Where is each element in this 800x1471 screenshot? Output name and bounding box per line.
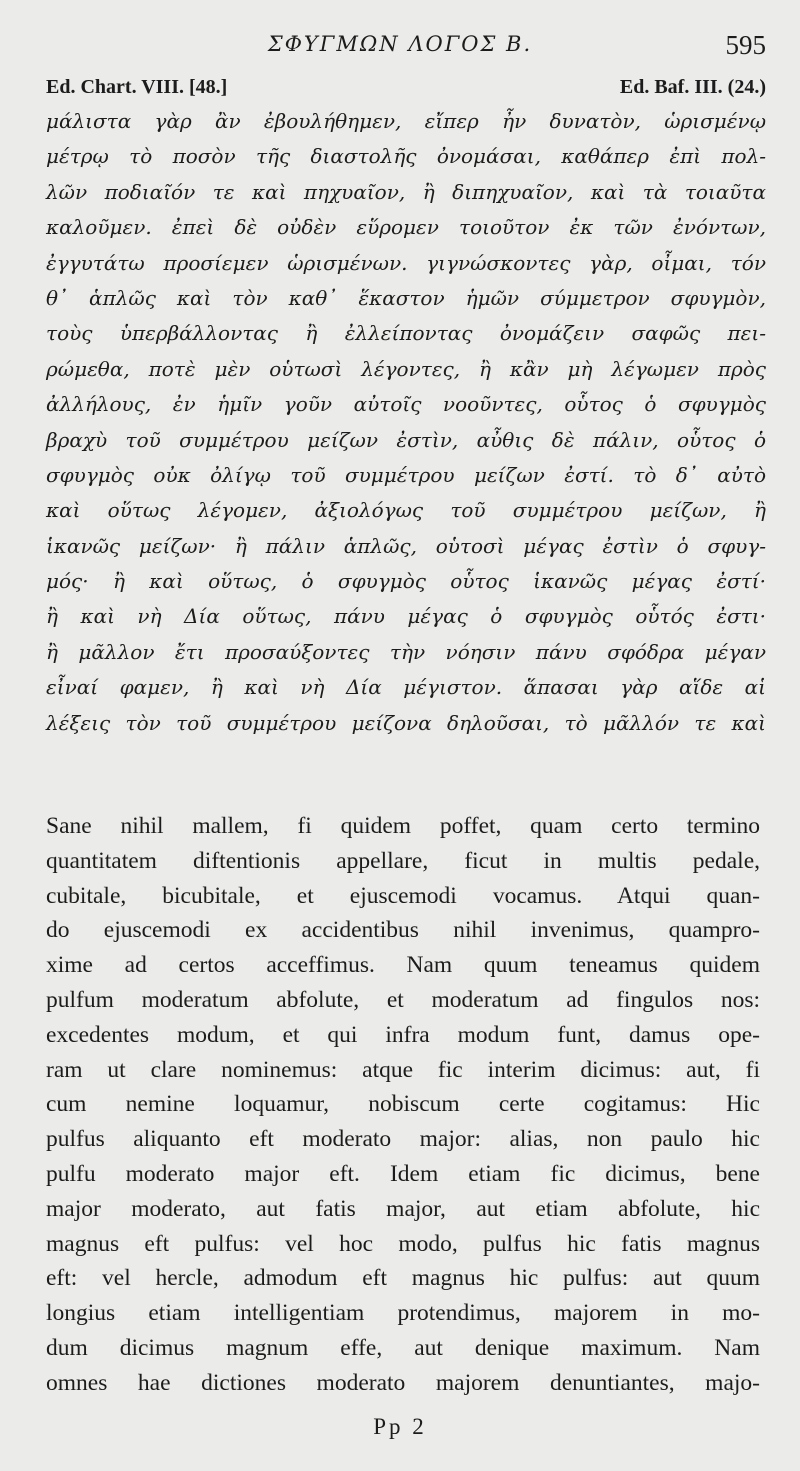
- latin-text-block: [46, 809, 760, 1401]
- greek-line: ἀλλήλους, ἐν ἡμῖν γοῦν αὐτοῖς νοοῦντες, οὗτος ὁ σφυγμὸς: [46, 392, 766, 417]
- latin-line: dum dicimus magnum effe, aut denique maximum. Nam: [46, 1334, 760, 1361]
- greek-line: τοὺς ὑπερβάλλοντας ἢ ἐλλείποντας ὀνομάζειν σαφῶς πει-: [46, 321, 766, 346]
- greek-line: μάλιστα γὰρ ἂν ἐβουλήθημεν, εἴπερ ἦν δυνατὸν, ὡρισμένῳ: [46, 109, 766, 133]
- latin-line: longius etiam intelligentiam protendimus, majorem in mo-: [46, 1300, 760, 1327]
- latin-line: magnus eft pulfus: vel hoc modo, pulfus hic fatis magnus: [46, 1230, 760, 1257]
- greek-line: μέτρῳ τὸ ποσὸν τῆς διαστολῆς ὀνομάσαι, καθάπερ ἐπὶ πολ-: [46, 144, 766, 169]
- latin-line: eft: vel hercle, admodum eft magnus hic pulfus: aut quum: [46, 1265, 760, 1292]
- latin-line: omnes hae dictiones moderato majorem denuntiantes, majo-: [46, 1369, 760, 1396]
- greek-line: ἱκανῶς μείζων· ἢ πάλιν ἁπλῶς, οὑτοσὶ μέγας ἐστὶν ὁ σφυγ-: [46, 533, 766, 558]
- greek-line: θ᾽ ἁπλῶς καὶ τὸν καθ᾽ ἕκαστον ἡμῶν σύμμετρον σφυγμὸν,: [46, 285, 766, 310]
- greek-line: καὶ οὕτως λέγομεν, ἀξιολόγως τοῦ συμμέτρου μείζων, ἢ: [46, 498, 766, 523]
- latin-line: xime ad certos acceffimus. Nam quum teneamus quidem: [46, 952, 760, 979]
- greek-line: εἶναί φαμεν, ἢ καὶ νὴ Δία μέγιστον. ἅπασαι γὰρ αἵδε αἱ: [46, 675, 766, 700]
- greek-line: σφυγμὸς οὐκ ὀλίγῳ τοῦ συμμέτρου μείζων ἐστί. τὸ δ᾽ αὐτὸ: [46, 462, 766, 487]
- greek-line: μός· ἢ καὶ οὕτως, ὁ σφυγμὸς οὗτος ἱκανῶς μέγας ἐστί·: [46, 569, 766, 594]
- latin-line: pulfu moderato major eft. Idem etiam fic dicimus, bene: [46, 1160, 760, 1187]
- latin-line: cubitale, bicubitale, et ejuscemodi vocamus. Atqui quan-: [46, 882, 760, 909]
- edition-references: [46, 76, 766, 106]
- greek-line: λῶν ποδιαῖόν τε καὶ πηχυαῖον, ἢ διπηχυαῖον, καὶ τὰ τοιαῦτα: [46, 179, 766, 204]
- edition-basel-reference: Ed. Baf. III. (24.): [619, 76, 766, 98]
- greek-line: λέξεις τὸν τοῦ συμμέτρου μείζονα δηλοῦσαι, τὸ μᾶλλόν τε καὶ: [46, 710, 766, 735]
- greek-line: ἐγγυτάτω προσίεμεν ὡρισμένων. γιγνώσκοντες γὰρ, οἶμαι, τόν: [46, 250, 766, 275]
- latin-line: pulfus aliquanto eft moderato major: alias, non paulo hic: [46, 1126, 760, 1153]
- latin-line: Sane nihil mallem, fi quidem poffet, quam certo termino: [46, 813, 760, 839]
- greek-line: ἢ καὶ νὴ Δία οὕτως, πάνυ μέγας ὁ σφυγμὸς οὗτός ἐστι·: [46, 604, 766, 629]
- latin-line: do ejuscemodi ex accidentibus nihil invenimus, quampro-: [46, 917, 760, 944]
- signature-mark: Pp 2: [373, 1414, 427, 1439]
- edition-chart-reference: Ed. Chart. VIII. [48.]: [46, 76, 228, 98]
- greek-line: ἢ μᾶλλον ἔτι προσαύξοντες τὴν νόησιν πάνυ σφόδρα μέγαν: [46, 639, 766, 664]
- running-head: [0, 30, 800, 64]
- greek-line: ρώμεθα, ποτὲ μὲν οὑτωσὶ λέγοντες, ἢ κἂν μὴ λέγωμεν πρὸς: [46, 356, 766, 381]
- greek-line: βραχὺ τοῦ συμμέτρου μείζων ἐστὶν, αὖθις δὲ πάλιν, οὗτος ὁ: [46, 427, 766, 452]
- latin-line: major moderato, aut fatis major, aut etiam abfolute, hic: [46, 1195, 760, 1222]
- page-number: 595: [725, 30, 766, 60]
- running-title: ΣΦΥΓΜΩΝ ΛΟΓΟΣ Β.: [267, 32, 533, 56]
- latin-line: cum nemine loquamur, nobiscum certe cogitamus: Hic: [46, 1091, 760, 1118]
- latin-line: ram ut clare nominemus: atque fic interim dicimus: aut, fi: [46, 1056, 760, 1083]
- greek-text-block: [46, 104, 766, 741]
- latin-line: excedentes modum, et qui infra modum funt, damus ope-: [46, 1021, 760, 1048]
- latin-line: quantitatem diftentionis appellare, ficut in multis pedale,: [46, 847, 760, 874]
- greek-line: καλοῦμεν. ἐπεὶ δὲ οὐδὲν εὕρομεν τοιοῦτον ἐκ τῶν ἐνόντων,: [46, 215, 766, 240]
- latin-line: pulfum moderatum abfolute, et moderatum ad fingulos nos:: [46, 986, 760, 1013]
